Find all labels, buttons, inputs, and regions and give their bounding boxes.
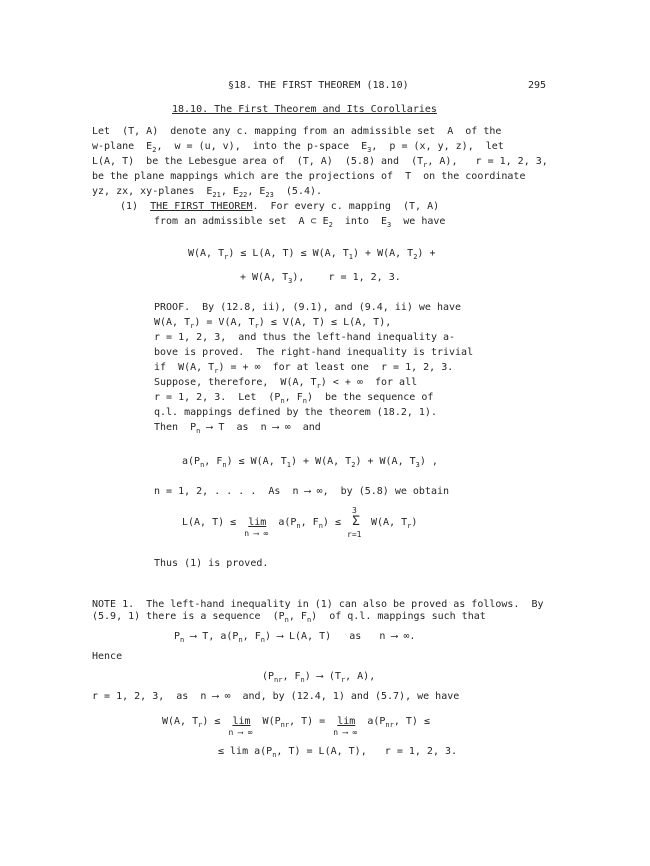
proof-line-5: if W(A, $T_r$) = + ∞ for at least one r = 1, 2, 3.: [154, 362, 454, 375]
theorem-line-2: from an admissible set A ⊂ $E_2$ into $E_3$ we have: [154, 216, 446, 229]
note-line-1: NOTE 1. The left-hand inequality in (1) can also be proved as follows. By: [92, 599, 544, 610]
theorem-equation-1: W(A, $T_r) \le L(A$, T) ≤ W(A, $T_1) + W(A$, $T_2$) +: [188, 248, 436, 261]
note-equation-7: W(A, $T_r) \le \lim$ n ⟶ ∞ $W(P_{nr}$, T) = lim n ⟶ ∞ $a(P_{nr}$, T) ≤: [162, 716, 430, 737]
running-header: §18. THE FIRST THEOREM (18.10): [228, 80, 409, 91]
intro-line-1: Let (T, A) denote any c. mapping from an admissible set A of the: [92, 126, 502, 137]
summation-symbol: Σ 3 r=1: [347, 506, 362, 539]
sum-lower: r=1: [347, 530, 362, 539]
theorem-line-1: (1) THE FIRST THEOREM. For every c. mapping (T, A): [120, 201, 440, 212]
theorem-equation-2: + W(A, $T_3$), r = 1, 2, 3.: [240, 272, 401, 285]
page-number: 295: [528, 80, 547, 91]
limit-subscript: n ⟶ ∞: [228, 728, 253, 737]
sum-upper: 3: [352, 506, 357, 515]
note-hence: Hence: [92, 651, 123, 662]
section-title: 18.10. The First Theorem and Its Corollaries: [172, 104, 437, 115]
note-line-3: r = 1, 2, 3, as n ⟶ ∞ and, by (12.4, 1) and (5.7), we have: [92, 691, 460, 702]
proof-line-1: PROOF. By (12.8, ii), (9.1), and (9.4, ii) we have: [154, 302, 462, 313]
proof-line-8: q.l. mappings defined by the theorem (18.2, 1).: [154, 407, 437, 418]
intro-line-4: be the plane mappings which are the projections of T on the coordinate: [92, 171, 526, 182]
proof-line-3: r = 1, 2, 3, and thus the left-hand inequality a-: [154, 332, 456, 343]
proof-line-10: n = 1, 2, . . . . As n ⟶ ∞, by (5.8) we obtain: [154, 486, 450, 497]
proof-equation-4: L(A, T) ≤ lim n ⟶ ∞ $a(P_n$, $F_n) \le \Sigma$ 3 r=1 W(A, $T_r$): [182, 506, 418, 539]
intro-line-5: yz, zx, xy-planes $E_{21}$, $E_{22}$, $E_{23}$ (5.4).: [92, 186, 323, 199]
proof-line-2: W(A, $T_r) = V(A$, $T_r) \le V(A$, T) ≤ L(A, T),: [154, 317, 392, 330]
intro-line-3: L(A, T) be the Lebesgue area of (T, A) (5.8) and ($T_r$, A), r = 1, 2, 3,: [92, 156, 548, 169]
proof-line-7: r = 1, 2, 3. Let ($P_n$, $F_n$) be the sequence of: [154, 392, 434, 405]
intro-line-2: w-plane $E_2$, w = (u, v), into the p-space $E_3$, p = (x, y, z), let: [92, 141, 504, 154]
proof-line-9: Then $P_n$ ⟶ T as n ⟶ ∞ and: [154, 422, 321, 435]
proof-line-6: Suppose, therefore, W(A, $T_r$) < + ∞ for all: [154, 377, 418, 390]
limit-subscript: n ⟶ ∞: [333, 728, 358, 737]
limit-subscript: n ⟶ ∞: [244, 529, 269, 538]
proof-equation-3: $a(P_n$, $F_n) \le W(A$, $T_1) + W(A$, $T_2) + W(A$, $T_3$) ,: [182, 456, 438, 469]
note-equation-8: ≤ $\lim a(P_n$, T) = L(A, T), r = 1, 2, 3.: [218, 746, 458, 759]
proof-end: Thus (1) is proved.: [154, 558, 269, 569]
note-line-2: (5.9, 1) there is a sequence ($P_n$, $F_n$) of q.l. mappings such that: [92, 611, 486, 624]
note-equation-5: $P_n$ ⟶ T, $a(P_n$, $F_n$) ⟶ L(A, T) as n ⟶ ∞.: [174, 631, 416, 644]
proof-line-4: bove is proved. The right-hand inequality is trivial: [154, 347, 474, 358]
note-equation-6: ($P_{nr}$, $F_n$) ⟶ ($T_r$, A),: [262, 671, 376, 684]
